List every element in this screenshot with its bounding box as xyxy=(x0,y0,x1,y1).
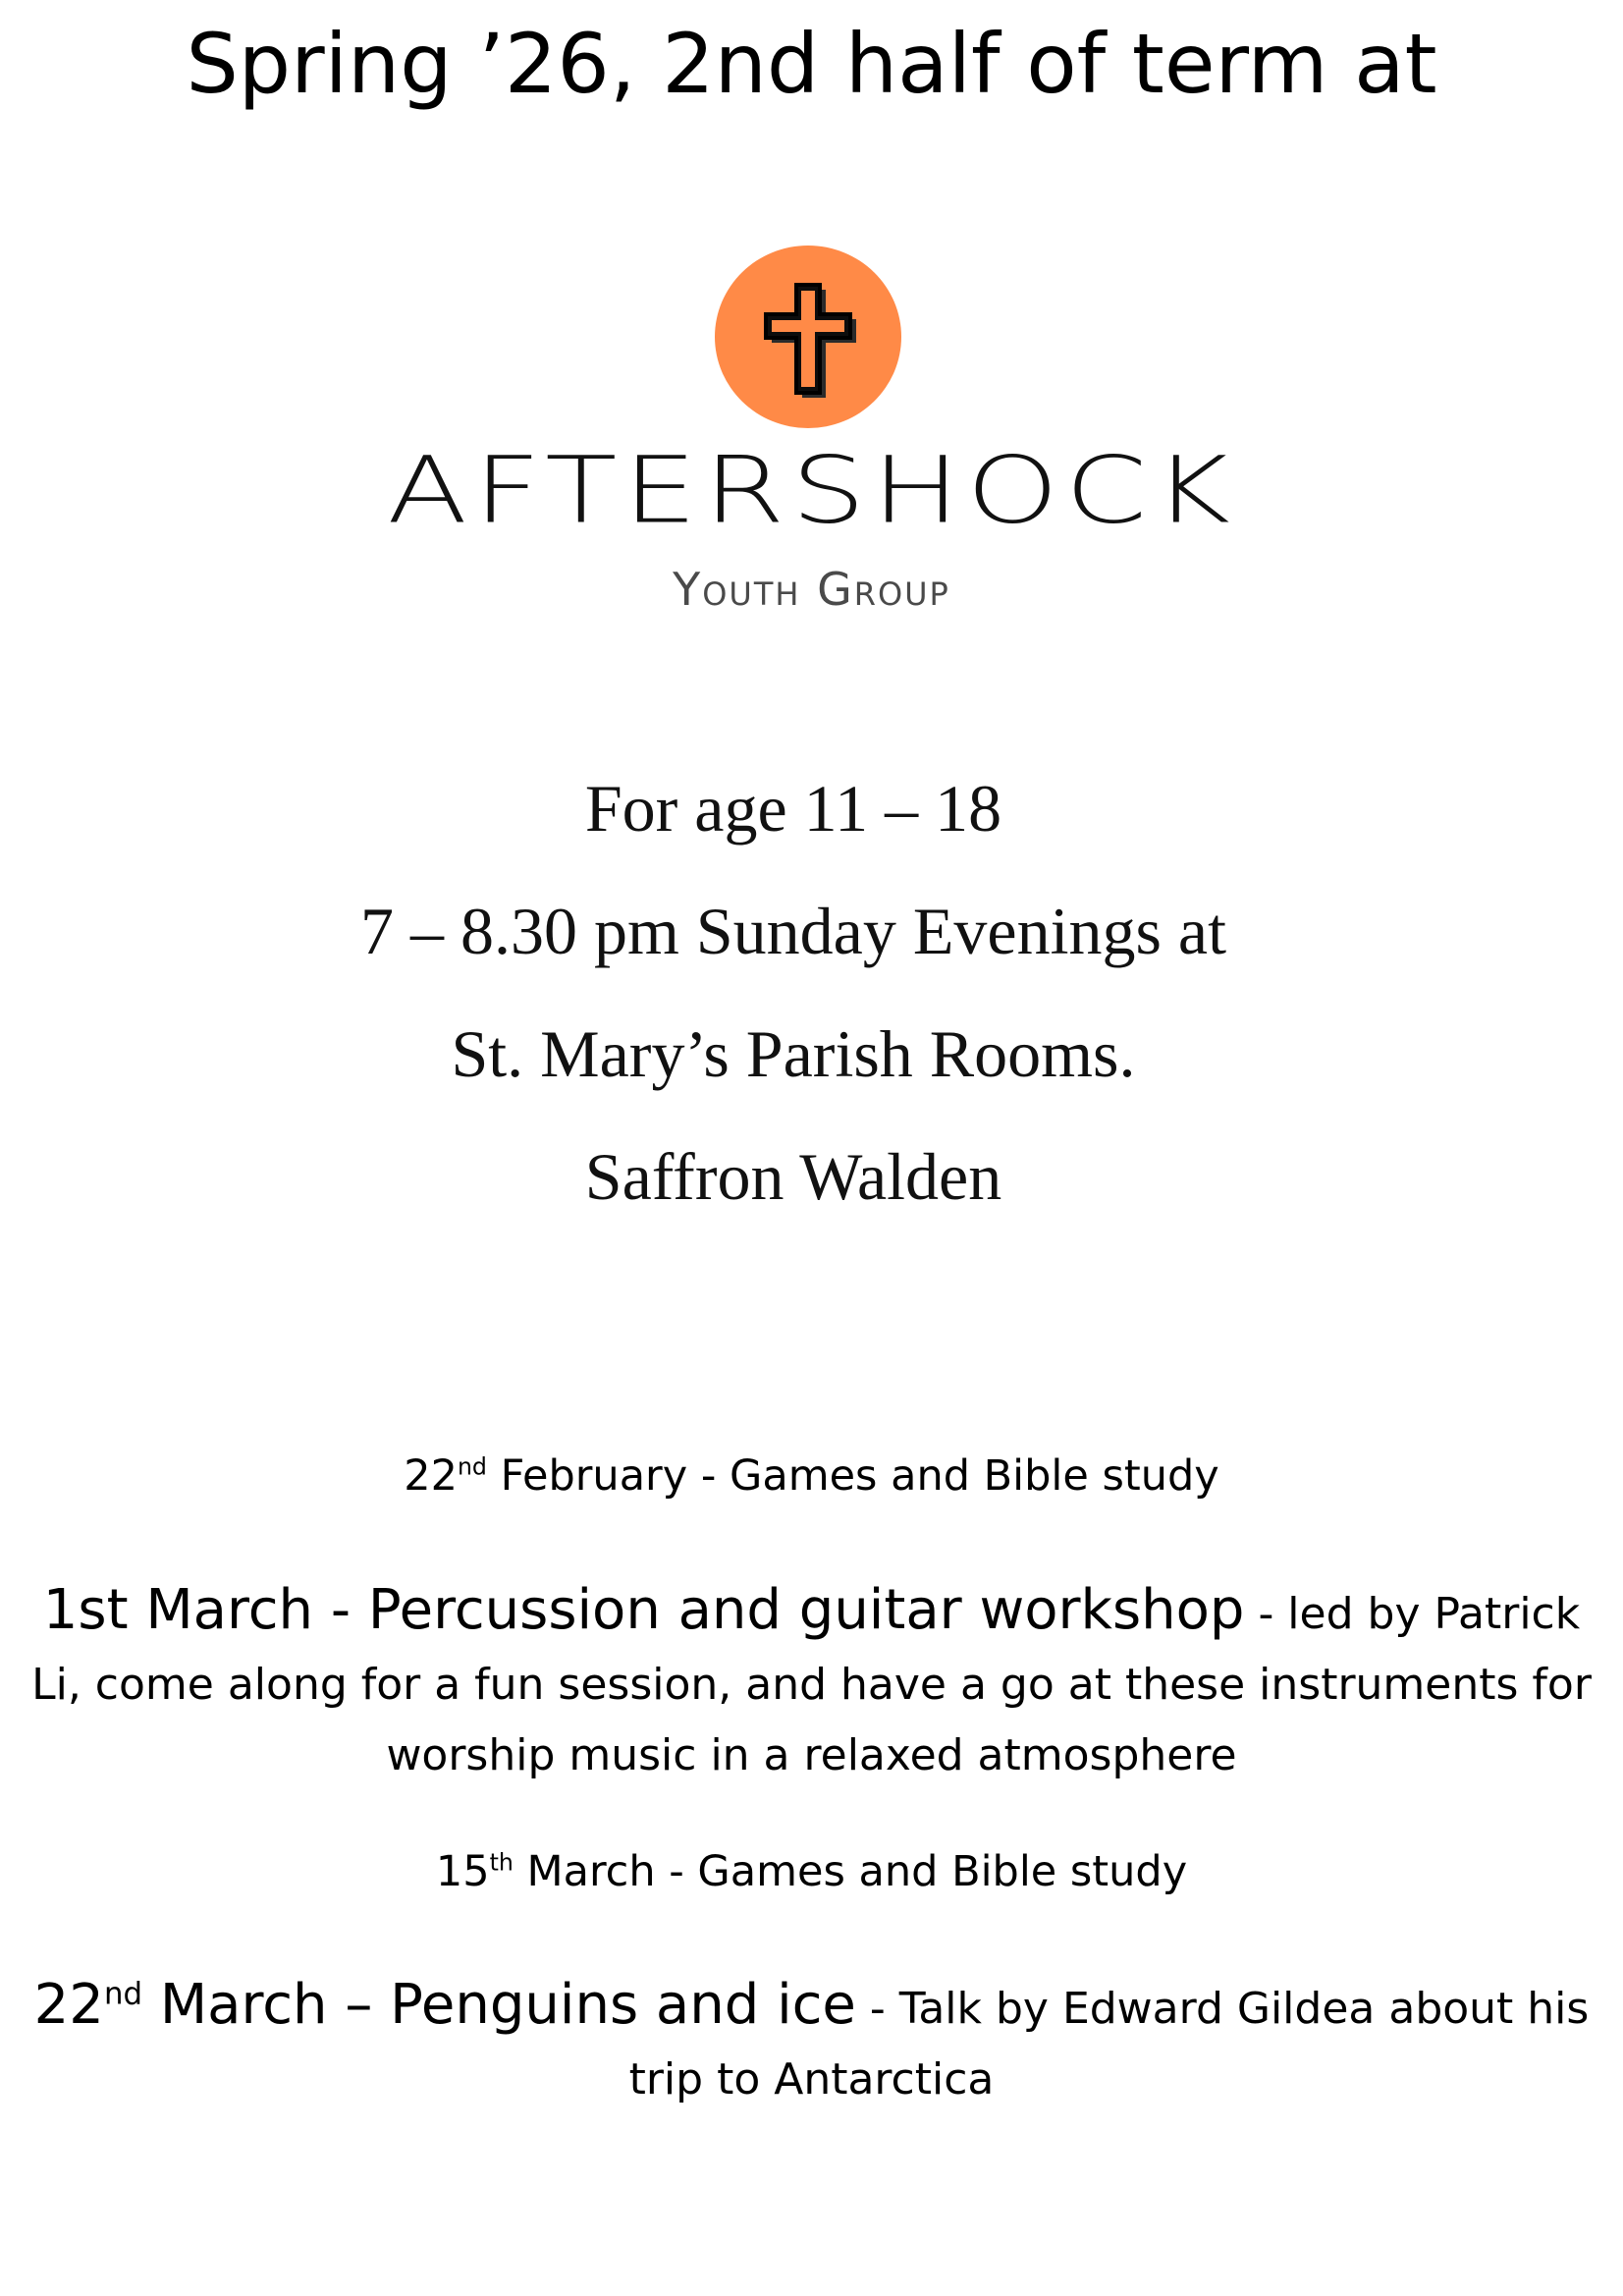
event-day-suffix: nd xyxy=(103,1976,143,2012)
event-item xyxy=(14,1844,1609,1899)
age-range: For age 11 – 18 xyxy=(584,771,1002,846)
event-detail: - led by Patrick Li, come along for a fun session, and have a go at these instruments for worship music in a relaxed atmosphere xyxy=(31,1589,1592,1780)
event-title: February - Games and Bible study xyxy=(500,1451,1219,1501)
event-item xyxy=(14,1576,1609,1790)
event-day: 22 xyxy=(33,1973,104,2037)
event-title: 1st March - Percussion and guitar workshop xyxy=(42,1578,1245,1642)
event-item xyxy=(14,1971,1609,2114)
logo-wordmark: AFTERSHOCK xyxy=(387,437,1236,545)
event-title: March – Penguins and ice xyxy=(159,1973,856,2037)
event-item xyxy=(14,1449,1609,1503)
event-detail: - Talk by Edward Gildea about his trip to Antarctica xyxy=(628,1984,1590,2105)
event-day-suffix: th xyxy=(489,1848,514,1877)
event-title: March - Games and Bible study xyxy=(526,1847,1188,1896)
venue: St. Mary’s Parish Rooms. xyxy=(451,1016,1136,1091)
event-day: 22 xyxy=(404,1451,458,1501)
meeting-time: 7 – 8.30 pm Sunday Evenings at xyxy=(359,894,1227,968)
logo-tagline: Youth Group xyxy=(673,563,950,616)
town: Saffron Walden xyxy=(584,1139,1002,1214)
event-day-suffix: nd xyxy=(457,1452,487,1481)
page-title: Spring ’26, 2nd half of term at xyxy=(186,16,1437,112)
event-day: 15 xyxy=(435,1847,490,1896)
logo-badge xyxy=(715,246,901,428)
cross-icon xyxy=(715,246,901,428)
